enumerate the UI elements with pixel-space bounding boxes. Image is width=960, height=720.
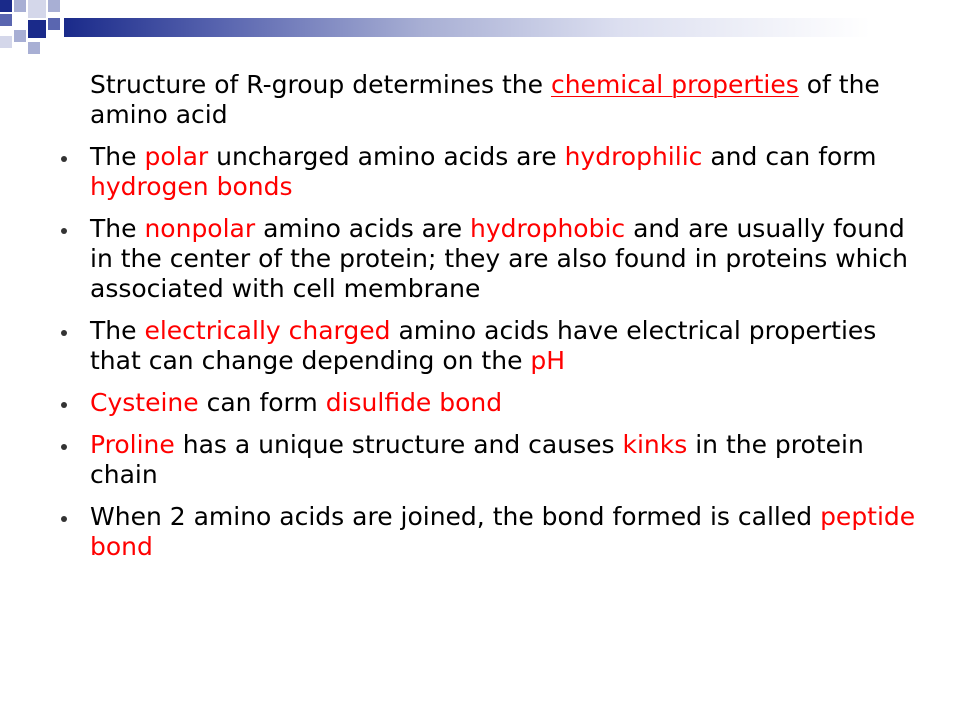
slide-content [56,70,916,574]
decor-square [0,36,12,48]
list-item [56,214,916,304]
bullet-text: When 2 amino acids are joined, the bond formed is called [90,502,821,531]
highlight-term: pH [530,346,566,375]
bullet-text: amino acids have electrical properties that can change depending on the [90,316,877,375]
intro-highlight: chemical properties [550,70,799,99]
highlight-term: hydrophilic [564,142,703,171]
bullet-text: and are usually found in the center of the protein; they are also found in proteins which associated with cell membrane [90,214,909,303]
decor-square [28,42,40,54]
list-item [56,502,916,562]
highlight-term: nonpolar [144,214,256,243]
intro-text-part: Structure of R-group determines the [90,70,551,99]
list-item [56,430,916,490]
bullet-text: uncharged amino acids are [208,142,565,171]
decor-square [0,14,12,26]
bullet-text: amino acids are [255,214,471,243]
highlight-term: polar [144,142,209,171]
bullet-text: in the protein chain [90,430,864,489]
highlight-term: electrically charged [144,316,391,345]
bullet-list [56,142,916,562]
decor-square [48,18,60,30]
header-gradient-bar [64,18,960,37]
intro-text-part: of the amino acid [90,70,880,129]
highlight-term: hydrogen bonds [90,172,293,201]
bullet-text: The [90,142,145,171]
bullet-text: The [90,316,145,345]
decor-square [28,0,46,18]
decor-square [48,0,60,12]
decor-square [14,30,26,42]
bullet-text: has a unique structure and causes [174,430,623,459]
decor-square [0,0,12,12]
highlight-term: Proline [90,430,175,459]
highlight-term: Cysteine [90,388,199,417]
bullet-text: can form [198,388,326,417]
highlight-term: disulfide bond [325,388,503,417]
bullet-text: and can form [702,142,877,171]
highlight-term: hydrophobic [470,214,626,243]
bullet-text: The [90,214,145,243]
decor-square [28,20,46,38]
list-item [56,388,916,418]
highlight-term: kinks [622,430,688,459]
intro-text [56,70,916,130]
list-item [56,142,916,202]
decor-square [14,0,26,12]
list-item [56,316,916,376]
highlight-term: peptide bond [90,502,916,561]
